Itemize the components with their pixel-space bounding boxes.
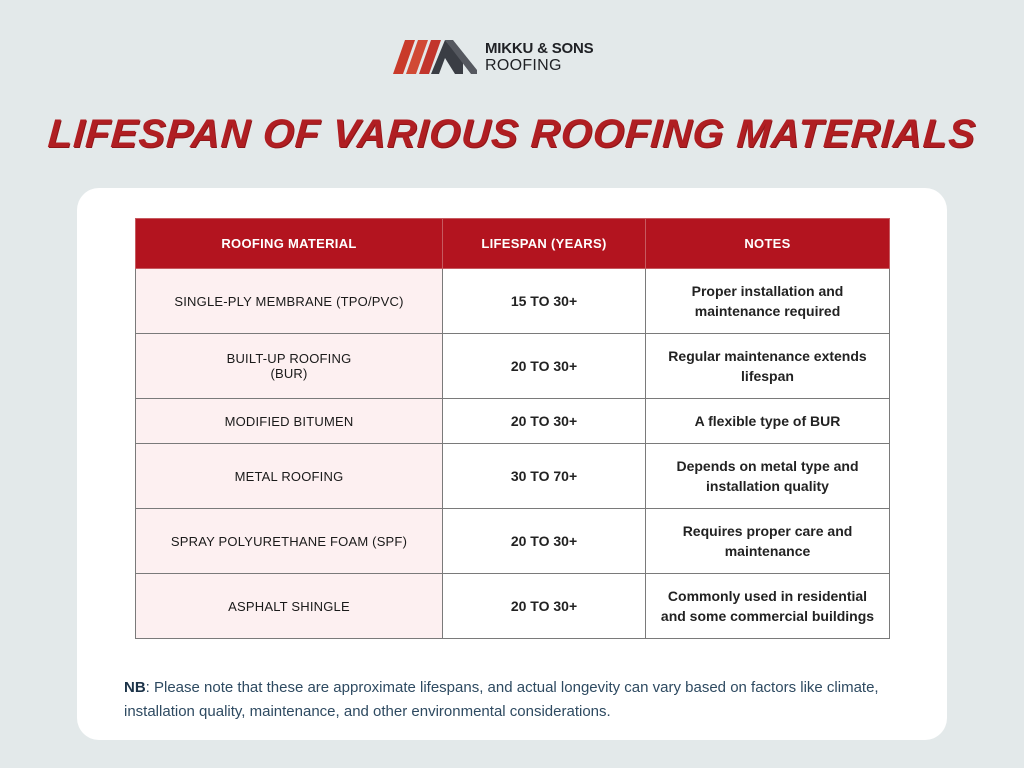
cell-material: SPRAY POLYURETHANE FOAM (SPF) xyxy=(136,509,443,574)
cell-material xyxy=(136,334,443,399)
cell-notes: Regular maintenance extends lifespan xyxy=(646,334,890,399)
header-notes: NOTES xyxy=(646,219,890,269)
brand-logo xyxy=(393,40,593,74)
cell-material-line1: BUILT-UP ROOFING xyxy=(226,351,352,366)
table-row xyxy=(136,399,890,444)
cell-lifespan: 20 TO 30+ xyxy=(443,399,646,444)
cell-notes: A flexible type of BUR xyxy=(646,399,890,444)
table-row xyxy=(136,269,890,334)
roof-stripes-icon xyxy=(393,40,477,74)
table-row xyxy=(136,574,890,639)
logo-amp-sons: & SONS xyxy=(537,39,594,57)
logo-name xyxy=(485,41,593,56)
cell-material: MODIFIED BITUMEN xyxy=(136,399,443,444)
logo-subtitle: ROOFING xyxy=(485,56,562,74)
cell-notes: Commonly used in residential and some commercial buildings xyxy=(646,574,890,639)
cell-material: SINGLE-PLY MEMBRANE (TPO/PVC) xyxy=(136,269,443,334)
content-card xyxy=(77,188,947,740)
table-row xyxy=(136,444,890,509)
cell-lifespan: 20 TO 30+ xyxy=(443,509,646,574)
logo-name-bold: MIKKU xyxy=(485,39,534,57)
cell-lifespan: 20 TO 30+ xyxy=(443,574,646,639)
header-material: ROOFING MATERIAL xyxy=(136,219,443,269)
table-header-row xyxy=(136,219,890,269)
page-title: LIFESPAN OF VARIOUS ROOFING MATERIALS xyxy=(46,112,978,156)
cell-notes: Requires proper care and maintenance xyxy=(646,509,890,574)
lifespan-table xyxy=(135,218,890,639)
table-row xyxy=(136,334,890,399)
cell-lifespan: 20 TO 30+ xyxy=(443,334,646,399)
cell-material: METAL ROOFING xyxy=(136,444,443,509)
table-row xyxy=(136,509,890,574)
cell-material-line2: (BUR) xyxy=(270,366,308,381)
header-lifespan: LIFESPAN (YEARS) xyxy=(443,219,646,269)
footnote-text: : Please note that these are approximate lifespans, and actual longevity can vary based on factors like climate, installation quality, maintenance, and other environmental considerations. xyxy=(124,679,879,720)
cell-lifespan: 15 TO 30+ xyxy=(443,269,646,334)
cell-notes: Proper installation and maintenance required xyxy=(646,269,890,334)
footnote-label: NB xyxy=(124,679,146,696)
footnote xyxy=(124,676,914,724)
cell-lifespan: 30 TO 70+ xyxy=(443,444,646,509)
cell-material: ASPHALT SHINGLE xyxy=(136,574,443,639)
cell-notes: Depends on metal type and installation quality xyxy=(646,444,890,509)
